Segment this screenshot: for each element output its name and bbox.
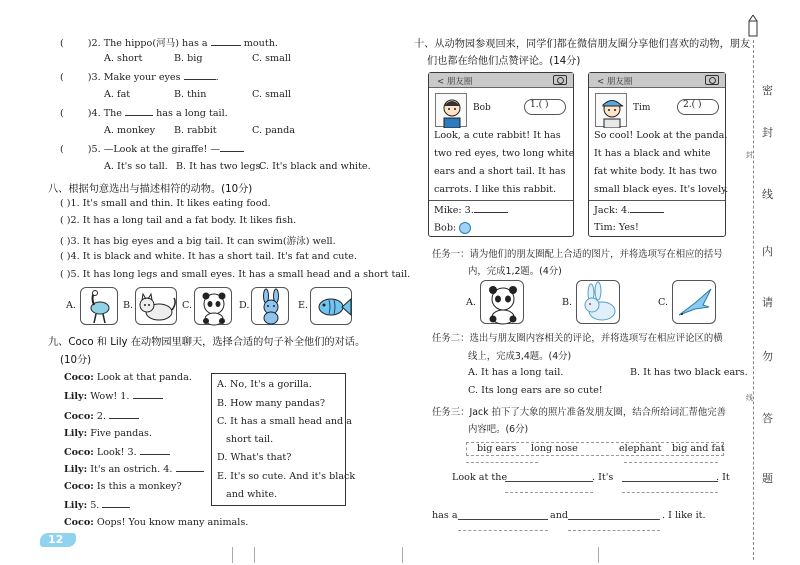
camera-icon	[705, 75, 719, 85]
post-text: two red eyes, two long white	[434, 148, 575, 159]
option-c-cont: short tail.	[226, 434, 274, 445]
guide-line	[624, 462, 718, 463]
question-5-options: A. It's so tall. B. It has two legs. C. It's black and white.	[104, 161, 371, 172]
poster-name: Bob	[473, 103, 491, 113]
side-char: 线	[762, 188, 773, 201]
fill-sentence-1-c: . It	[716, 472, 730, 483]
sec8-item-2: ( )2. It has a long tail and a fat body. It likes fish.	[60, 215, 297, 226]
sec8-item-4: ( )4. It is black and white. It has a short tail. It's fat and cute.	[60, 251, 357, 262]
dialogue-line: Coco: Look at that panda.	[64, 372, 192, 383]
pic-label-d: D.	[239, 300, 250, 311]
card-header: < 朋友圈	[589, 73, 725, 88]
comment-tim: Tim: Yes!	[594, 222, 639, 233]
pic-label-c: C.	[182, 300, 193, 311]
rabbit-photo	[576, 280, 620, 324]
word-tag: elephant	[619, 443, 662, 454]
fold-mark	[232, 547, 233, 563]
pic-label-e: E.	[298, 300, 309, 311]
side-char: 内	[762, 245, 773, 258]
task-1-text-2: 内，完成1,2题。(4分)	[468, 266, 562, 277]
panda-image	[194, 287, 232, 325]
side-char: 封	[762, 126, 773, 139]
section-10-title: 十、从动物园参观回来，同学们都在微信朋友圈分享他们喜欢的动物，朋友	[414, 39, 751, 50]
answer-line[interactable]	[568, 519, 660, 520]
bird-photo	[672, 280, 716, 324]
guide-line	[458, 530, 548, 531]
rabbit-image	[251, 287, 289, 325]
sec8-item-1: ( )1. It's small and thin. It likes eating food.	[60, 198, 271, 209]
side-char: 密	[762, 84, 773, 97]
sec8-item-5: ( )5. It has long legs and small eyes. It has a small head and a short tail.	[60, 269, 411, 280]
section-9-score: (10分)	[60, 355, 92, 366]
dialogue-line: Coco: Look! 3.	[64, 446, 170, 458]
panda-photo	[480, 280, 524, 324]
task-2-text: 任务二：选出与朋友圈内容相关的评论，并将选项写在相应评论区的横	[432, 333, 723, 344]
moments-card-tim	[588, 72, 729, 237]
question-3: ( )3. Make your eyes .	[60, 72, 219, 83]
post-text: So cool! Look at the panda.	[594, 130, 728, 141]
task-1-text: 任务一：请为他们的朋友圈配上合适的图片，并将选项写在相应的括号	[432, 249, 723, 260]
divider	[429, 200, 573, 201]
page-number-badge: 12	[40, 533, 76, 547]
post-text: Look, a cute rabbit! It has	[434, 130, 561, 141]
section-8-title: 八、根据句意选出与描述相符的动物。(10分)	[48, 184, 253, 195]
fill-sentence-1-a: Look at the	[452, 472, 508, 483]
post-text: small black eyes. It's lovely.	[594, 184, 729, 195]
task2-option-b: B. It has two black ears.	[630, 367, 748, 378]
word-tag: big and fat	[672, 443, 725, 454]
guide-line	[568, 530, 660, 531]
fill-sentence-2-b: and	[550, 510, 569, 521]
section-9-title: 九、Coco 和 Lily 在动物园里聊天，选择合适的句子补全他们的对话。	[48, 337, 366, 348]
word-tag: long nose	[531, 443, 578, 454]
option-e-cont: and white.	[226, 489, 278, 500]
side-char: 勿	[762, 350, 773, 363]
fold-mark	[254, 547, 255, 563]
fill-sentence-2-c: . I like it.	[662, 510, 706, 521]
avatar	[595, 93, 627, 127]
smiley-icon	[459, 222, 471, 234]
cut-line	[753, 40, 754, 560]
question-2-options: A. short B. big C. small	[104, 53, 291, 64]
guide-line	[622, 492, 718, 493]
section-10-title-2: 们也都在给他们点赞评论。(14分)	[427, 56, 581, 67]
dialogue-line: Lily: 5.	[64, 499, 130, 511]
side-small-char: 封	[746, 151, 753, 159]
comment-jack: Jack: 4.	[594, 204, 664, 216]
pic-label-a: A.	[66, 300, 76, 311]
post-text: carrots. I like this rabbit.	[434, 184, 557, 195]
task1-label-a: A.	[466, 297, 476, 308]
like-answer-box[interactable]: 2.( )	[677, 99, 719, 115]
option-a: A. No, It's a gorilla.	[217, 379, 312, 390]
guide-line	[466, 462, 538, 463]
task-3-text-2: 内容吧。(6分)	[468, 424, 529, 435]
comment-bob: Bob:	[434, 222, 471, 234]
sec8-item-3: ( )3. It has big eyes and a big tail. It can swim(游泳) well.	[60, 236, 336, 247]
post-text: ears and a short tail. It has	[434, 166, 566, 177]
task2-option-c: C. Its long ears are so cute!	[468, 385, 603, 396]
answer-line[interactable]	[622, 481, 718, 482]
poster-name: Tim	[633, 103, 651, 113]
dialogue-line: Lily: It's an ostrich. 4.	[64, 463, 204, 475]
ostrich-image	[80, 287, 118, 325]
question-2: ( )2. The hippo(河马) has a mouth.	[60, 38, 278, 49]
pencil-icon	[748, 15, 758, 37]
question-3-options: A. fat B. thin C. small	[104, 89, 291, 100]
word-tag: big ears	[477, 443, 517, 454]
dialogue-line: Coco: 2.	[64, 410, 139, 422]
avatar	[435, 93, 467, 127]
question-5: ( )5. —Look at the giraffe! —	[60, 143, 244, 155]
guide-line	[505, 492, 593, 493]
task1-label-b: B.	[562, 297, 573, 308]
camera-icon	[553, 75, 567, 85]
dialogue-line: Lily: Five pandas.	[64, 428, 152, 439]
post-text: It has a black and white	[594, 148, 711, 159]
option-d: D. What's that?	[217, 452, 292, 463]
option-c: C. It has a small head and a	[217, 416, 352, 427]
fill-sentence-1-b: . It's	[592, 472, 614, 483]
option-b: B. How many pandas?	[217, 398, 325, 409]
task-3-text: 任务三：Jack 拍下了大象的照片准备发朋友圈，结合所给词汇帮他完善	[432, 407, 726, 418]
post-text: fat white body. It has two	[594, 166, 717, 177]
comment-mike: Mike: 3.	[434, 204, 508, 216]
answer-line[interactable]	[505, 481, 593, 482]
side-char: 答	[762, 412, 773, 425]
dialogue-line: Lily: Wow! 1.	[64, 390, 163, 402]
pic-label-b: B.	[123, 300, 134, 311]
side-small-char: 线	[746, 394, 753, 402]
task1-label-c: C.	[658, 297, 669, 308]
side-char: 请	[762, 296, 773, 309]
card-header: < 朋友圈	[429, 73, 573, 88]
divider	[589, 200, 725, 201]
moments-card-bob	[428, 72, 574, 237]
fold-mark	[598, 547, 599, 563]
task2-option-a: A. It has a long tail.	[468, 367, 564, 378]
question-4: ( )4. The has a long tail.	[60, 108, 228, 119]
fish-image	[310, 287, 352, 325]
side-char: 题	[762, 472, 773, 485]
cat-image	[135, 287, 177, 325]
task-2-text-2: 线上，完成3,4题。(4分)	[468, 351, 572, 362]
fill-sentence-2-a: has a	[432, 510, 458, 521]
dialogue-line: Coco: Oops! You know many animals.	[64, 517, 249, 528]
fold-mark	[402, 547, 403, 563]
options-box	[211, 373, 356, 506]
dialogue-line: Coco: Is this a monkey?	[64, 481, 182, 492]
option-e: E. It's so cute. And it's black	[217, 471, 356, 482]
question-4-options: A. monkey B. rabbit C. panda	[104, 125, 295, 136]
like-answer-box[interactable]: 1.( )	[524, 99, 566, 115]
word-bank	[466, 442, 724, 456]
answer-line[interactable]	[458, 519, 548, 520]
